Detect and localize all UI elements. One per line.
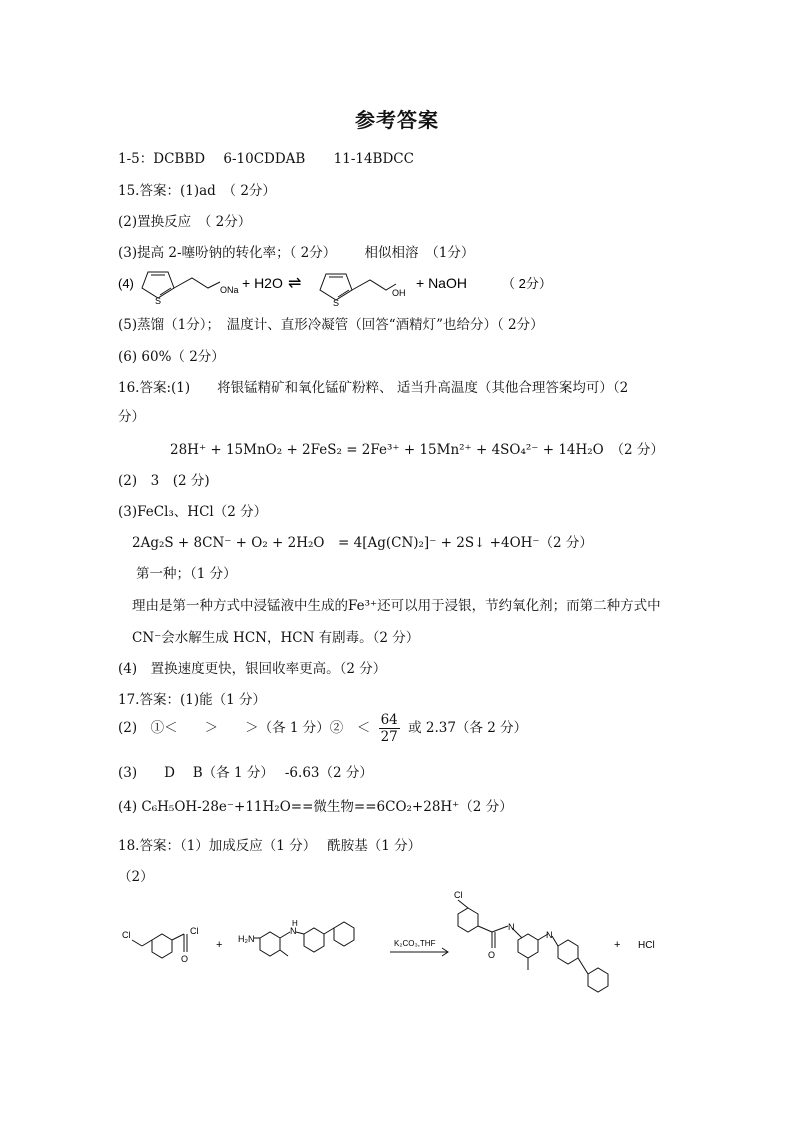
product-molecule bbox=[458, 900, 608, 992]
q17-line2-part-a: (2) ①＜ ＞ ＞（各 1 分）② ＜ bbox=[118, 720, 371, 736]
nh-label-product: N bbox=[508, 922, 515, 932]
mc-answers bbox=[118, 147, 414, 167]
q15-line3-part-a: (3)提高 2-噻吩钠的转化率；（ 2分） bbox=[118, 245, 337, 261]
q15-line2: (2)置换反应 （ 2分） bbox=[118, 214, 252, 230]
plus-sign-2: + bbox=[614, 939, 621, 951]
q17-line1: 17.答案：(1)能（1 分） bbox=[118, 692, 266, 708]
q15-line6: (6) 60%（ 2分） bbox=[118, 349, 225, 365]
q17-line2-part-b: 或 2.37（各 2 分） bbox=[408, 720, 528, 736]
cl-label-product: Cl bbox=[454, 890, 463, 900]
oxygen-label: O bbox=[181, 954, 189, 964]
plus-h2o: + H2O bbox=[242, 275, 283, 291]
q16-line3: (3)FeCl₃、HCl（2 分） bbox=[118, 504, 268, 520]
q15-line1: 15.答案：(1)ad （ 2分） bbox=[118, 183, 276, 199]
q15-line3 bbox=[118, 241, 474, 261]
mc-6-10: 6-10CDDAB bbox=[223, 151, 306, 167]
hcl-label: HCl bbox=[638, 940, 655, 951]
reaction-conditions: K₂CO₃,THF bbox=[394, 939, 436, 948]
q15-part4-number: (4) bbox=[118, 276, 134, 291]
q16-line1b: 分） bbox=[118, 409, 145, 425]
q16-equation2: 2Ag₂S + 8CN⁻ + O₂ + 2H₂O = 4[Ag(CN)₂]⁻ + 2S↓ +4OH⁻（2 分） bbox=[132, 535, 593, 551]
nh-label-reactant: N bbox=[290, 926, 297, 936]
thiophene-ring-right bbox=[320, 274, 396, 300]
h2n-label: H₂N bbox=[238, 934, 255, 944]
plus-naoh: + NaOH bbox=[416, 275, 467, 291]
q16-line2: (2) 3 (2 分) bbox=[118, 473, 210, 489]
oh-label: OH bbox=[392, 288, 406, 298]
q16-line4: 第一种；（1 分） bbox=[136, 566, 237, 582]
sulfur-label-right: S bbox=[333, 298, 340, 306]
cl-label-acyl: Cl bbox=[190, 926, 199, 936]
q15-reaction-diagram bbox=[116, 262, 576, 306]
q16-line1: 16.答案:(1) 将银锰精矿和氧化锰矿粉粹、 适当升高温度（其他合理答案均可）（2 bbox=[118, 380, 629, 396]
mc-1-5: 1-5：DCBBD bbox=[118, 151, 206, 167]
q15-line5: (5)蒸馏（1分）； 温度计、直形冷凝管（回答“酒精灯”也给分）（ 2分） bbox=[118, 317, 544, 333]
oxygen-label-product: O bbox=[488, 950, 496, 960]
q17-line4: (4) C₆H₅OH-28e⁻+11H₂O==微生物==6CO₂+28H⁺（2 分） bbox=[118, 799, 513, 815]
plus-sign-1: + bbox=[216, 939, 223, 951]
q15-line3-part-b: 相似相溶 （1分） bbox=[364, 245, 475, 261]
fraction-64-27 bbox=[379, 712, 400, 745]
thiophene-ring-left bbox=[142, 272, 220, 298]
q18-line1: 18.答案：（1）加成反应（1 分） 酰胺基（1 分） bbox=[118, 838, 422, 854]
q16-line6: CN⁻会水解生成 HCN，HCN 有剧毒。（2 分） bbox=[132, 630, 420, 646]
nh2-label-product: N bbox=[546, 930, 553, 940]
reactant-amine bbox=[254, 922, 354, 956]
q16-line7: (4) 置换速度更快，银回收率更高。（2 分） bbox=[118, 661, 387, 677]
q16-line5: 理由是第一种方式中浸锰液中生成的Fe³⁺还可以用于浸银，节约氧化剂；而第二种方式中 bbox=[132, 598, 661, 614]
q17-line2 bbox=[118, 712, 527, 745]
reaction-arrow bbox=[390, 948, 448, 956]
fraction-numerator: 64 bbox=[380, 712, 398, 728]
fraction-denominator: 27 bbox=[380, 729, 398, 745]
q18-line2: （2） bbox=[118, 869, 154, 885]
q16-equation1: 28H⁺ + 15MnO₂ + 2FeS₂ = 2Fe³⁺ + 15Mn²⁺ + 4SO₄²⁻ + 14H₂O （2 分） bbox=[170, 442, 664, 458]
equilibrium-arrow: ⇌ bbox=[288, 275, 302, 292]
h-label-reactant: H bbox=[292, 919, 298, 928]
q17-line3: (3) D B（各 1 分） -6.63（2 分） bbox=[118, 765, 373, 781]
sulfur-label-left: S bbox=[155, 296, 162, 306]
reactant-acyl-chloride bbox=[132, 934, 187, 958]
q15-part4-score: （ 2分） bbox=[502, 276, 552, 291]
ona-label: ONa bbox=[220, 285, 239, 295]
mc-11-14: 11-14BDCC bbox=[333, 151, 414, 167]
cl-label-left: Cl bbox=[122, 930, 131, 940]
page-title: 参考答案 bbox=[355, 108, 439, 132]
q18-reaction-scheme bbox=[118, 890, 678, 1015]
